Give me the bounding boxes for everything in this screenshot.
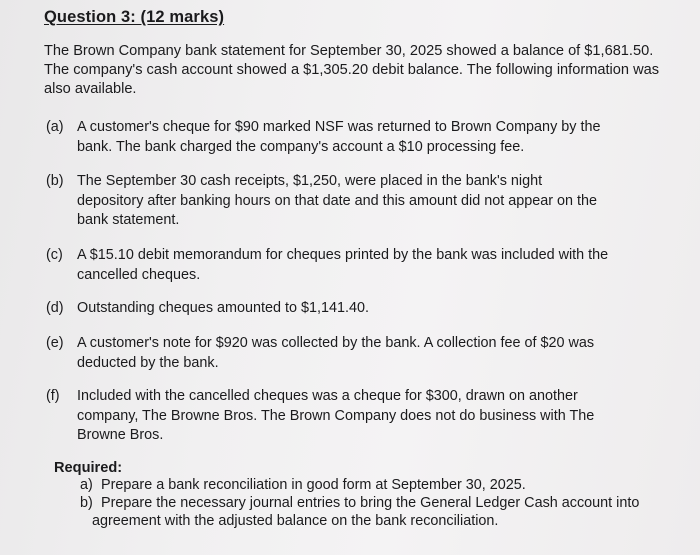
item-line: depository after banking hours on that date and this amount did not appear on the bbox=[77, 192, 598, 209]
required-line: Prepare a bank reconciliation in good form at September 30, 2025. bbox=[101, 477, 526, 493]
item-label: (e) bbox=[46, 335, 64, 351]
item-line: Outstanding cheques amounted to $1,141.40. bbox=[77, 300, 370, 316]
item-line: A customer's note for $920 was collected by the bank. A collection fee of $20 was bbox=[77, 335, 595, 351]
item-line: cancelled cheques. bbox=[77, 266, 201, 283]
required-item-a bbox=[80, 476, 526, 494]
item-c bbox=[46, 246, 676, 285]
item-f bbox=[46, 387, 676, 446]
required-heading: Required: bbox=[54, 460, 123, 476]
item-e bbox=[46, 334, 676, 373]
required-label: a) bbox=[80, 477, 93, 493]
item-line: deducted by the bank. bbox=[77, 354, 219, 371]
item-line: bank. The bank charged the company's account a $10 processing fee. bbox=[77, 138, 525, 155]
item-line: bank statement. bbox=[77, 212, 180, 228]
item-line: A $15.10 debit memorandum for cheques printed by the bank was included with the bbox=[77, 247, 609, 263]
item-label: (c) bbox=[46, 247, 63, 263]
question-intro bbox=[44, 42, 684, 99]
item-line: Included with the cancelled cheques was a cheque for $300, drawn on another bbox=[77, 388, 578, 404]
item-d bbox=[46, 299, 676, 319]
item-line: Browne Bros. bbox=[77, 427, 164, 443]
item-label: (f) bbox=[46, 388, 60, 404]
item-label: (b) bbox=[46, 173, 64, 189]
required-item-b bbox=[80, 494, 639, 530]
item-a bbox=[46, 118, 676, 157]
item-line: The September 30 cash receipts, $1,250, were placed in the bank's night bbox=[77, 173, 543, 189]
required-line: Prepare the necessary journal entries to bring the General Ledger Cash account into bbox=[101, 495, 640, 511]
required-line: agreement with the adjusted balance on the bank reconciliation. bbox=[92, 513, 499, 529]
item-label: (d) bbox=[46, 300, 64, 316]
required-label: b) bbox=[80, 495, 93, 511]
intro-line: also available. bbox=[44, 81, 137, 97]
question-title: Question 3: (12 marks) bbox=[44, 8, 225, 26]
intro-line: The Brown Company bank statement for September 30, 2025 showed a balance of $1,681.50. bbox=[44, 43, 654, 59]
intro-line: The company's cash account showed a $1,305.20 debit balance. The following information was bbox=[44, 62, 660, 78]
item-line: A customer's cheque for $90 marked NSF was returned to Brown Company by the bbox=[77, 119, 601, 135]
item-label: (a) bbox=[46, 119, 64, 135]
item-b bbox=[46, 172, 676, 231]
item-line: company, The Browne Bros. The Brown Company does not do business with The bbox=[77, 407, 595, 424]
